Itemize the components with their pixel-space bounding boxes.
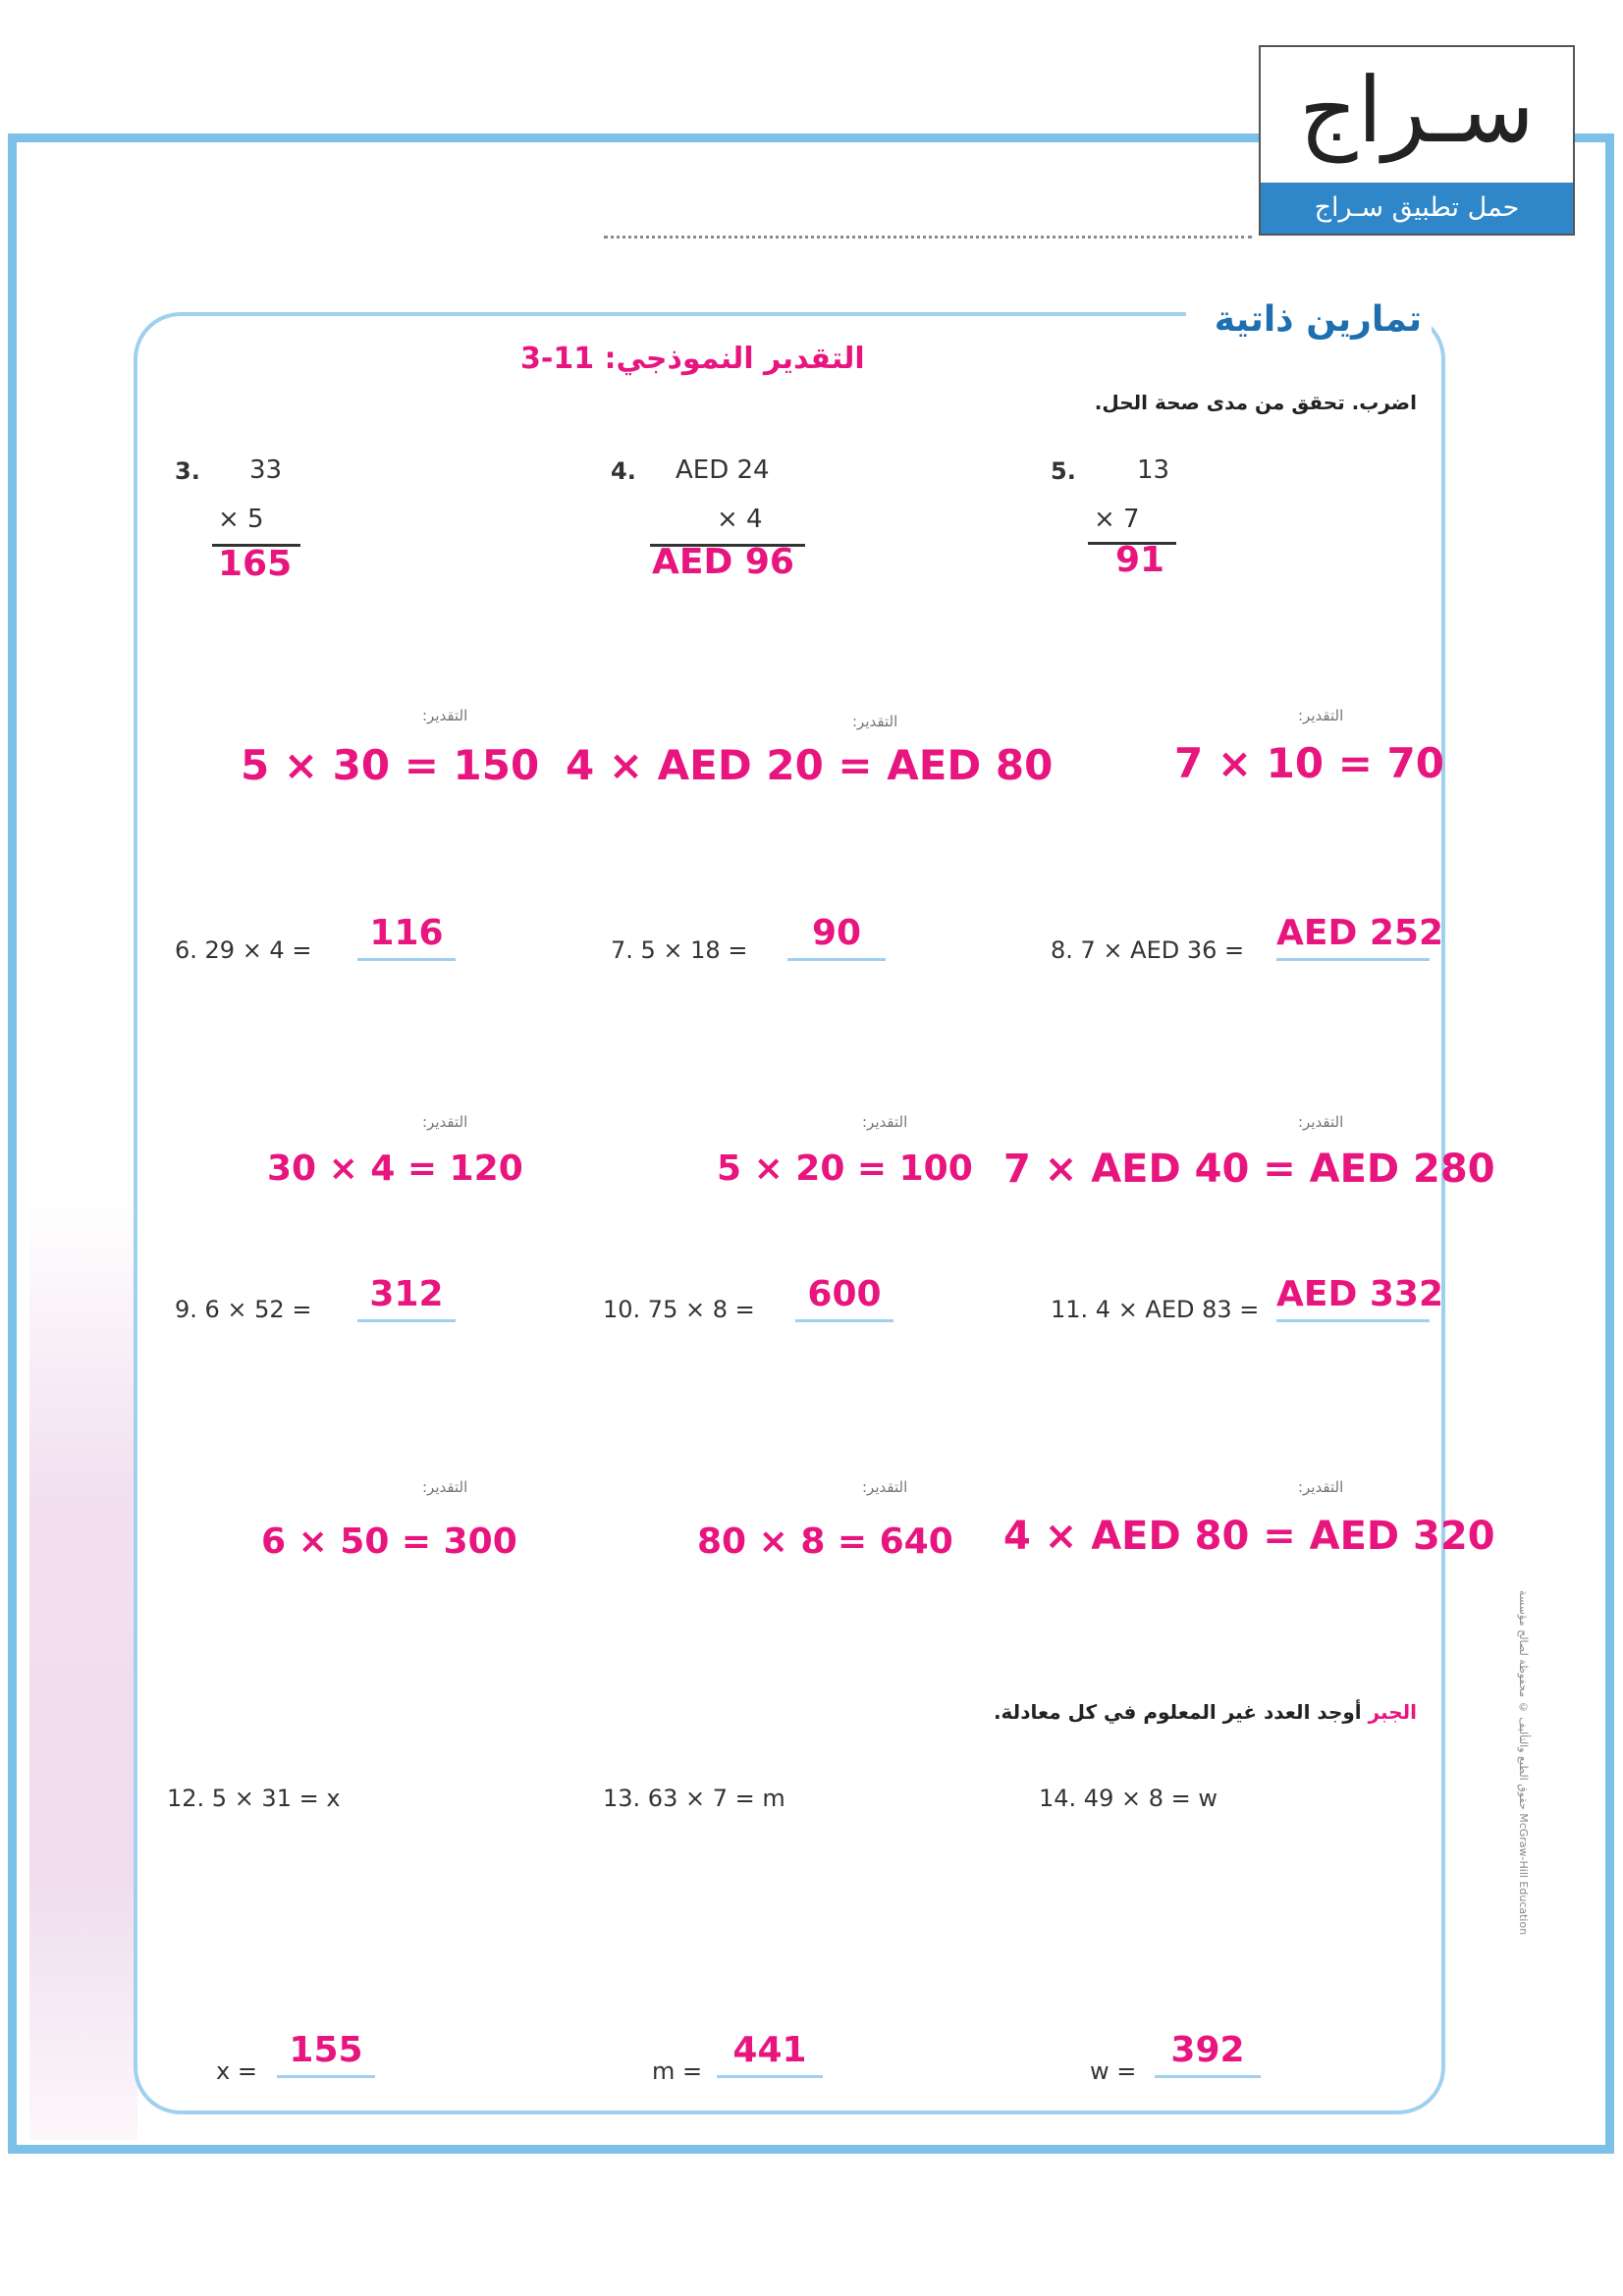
estimate-label: التقدير:	[1298, 1478, 1344, 1496]
problem-9-answer: 312	[369, 1274, 444, 1314]
product-answer: 91	[1115, 540, 1165, 580]
problem-13-answer-field[interactable]	[717, 2030, 823, 2078]
problem-11-equation: 11. 4 × AED 83 =	[1051, 1296, 1260, 1323]
product-answer: 165	[218, 544, 293, 584]
estimate-9: 6 × 50 = 300	[261, 1522, 517, 1562]
problem-14-answer-field[interactable]	[1155, 2030, 1261, 2078]
multiplicand: 33	[249, 455, 283, 485]
problem-7-answer: 90	[811, 913, 862, 953]
problem-number: 5.	[1051, 457, 1076, 485]
estimate-6: 30 × 4 = 120	[267, 1148, 523, 1189]
problem-10-answer-field[interactable]	[795, 1274, 893, 1322]
estimate-label: التقدير:	[862, 1478, 908, 1496]
estimate-label: التقدير:	[422, 707, 468, 724]
problem-13-equation: 13. 63 × 7 = m	[603, 1785, 785, 1812]
problem-14-answer: 392	[1170, 2030, 1245, 2070]
multiplier: × 5	[218, 505, 264, 534]
problem-8-equation: 8. 7 × AED 36 =	[1051, 936, 1245, 964]
estimate-label: التقدير:	[852, 713, 898, 730]
multiplier: × 7	[1094, 505, 1140, 534]
estimate-8: 7 × AED 40 = AED 280	[1003, 1147, 1495, 1192]
side-copyright: حقوق الطبع والتأليف © محفوظة لصالح مؤسسة McGraw-Hill Education	[1517, 1590, 1530, 1936]
problem-number: 4.	[611, 457, 636, 485]
problem-12-equation: 12. 5 × 31 = x	[167, 1785, 341, 1812]
problem-10-equation: 10. 75 × 8 =	[603, 1296, 755, 1323]
problem-11-answer: AED 332	[1276, 1274, 1444, 1314]
algebra-tag: الجبر	[1368, 1700, 1417, 1724]
problem-number: 3.	[175, 457, 200, 485]
siraj-logo[interactable]	[1259, 45, 1575, 236]
problem-8-answer-field[interactable]	[1276, 913, 1444, 961]
problem-8-answer: AED 252	[1276, 913, 1444, 953]
logo-tagline: حمل تطبيق سـراج	[1261, 183, 1573, 234]
estimate-label: التقدير:	[422, 1478, 468, 1496]
problem-9-answer-field[interactable]	[357, 1274, 456, 1322]
problem-6-equation: 6. 29 × 4 =	[175, 936, 312, 964]
estimate-3: 5 × 30 = 150	[241, 741, 540, 789]
estimate-7: 5 × 20 = 100	[717, 1148, 973, 1189]
problem-13-answer: 441	[732, 2030, 807, 2070]
algebra-instruction	[994, 1700, 1417, 1724]
problem-11-answer-field[interactable]	[1276, 1274, 1444, 1322]
estimate-4: 4 × AED 20 = AED 80	[566, 741, 1054, 789]
section-title: تمارين ذاتية	[1214, 299, 1422, 340]
problem-7-answer-field[interactable]	[787, 913, 886, 961]
exercise-box	[134, 312, 1445, 2114]
variable-x: x =	[216, 2057, 257, 2085]
instruction: اضرب. تحقق من مدى صحة الحل.	[1094, 391, 1417, 414]
estimate-label: التقدير:	[862, 1113, 908, 1131]
problem-14-equation: 14. 49 × 8 = w	[1039, 1785, 1217, 1812]
estimate-label: التقدير:	[422, 1113, 468, 1131]
problem-6-answer-field[interactable]	[357, 913, 456, 961]
multiplicand: 13	[1137, 455, 1170, 485]
estimate-label: التقدير:	[1298, 1113, 1344, 1131]
multiplicand: AED 24	[676, 455, 770, 485]
multiplier: × 4	[717, 505, 763, 534]
estimate-11: 4 × AED 80 = AED 320	[1003, 1514, 1495, 1559]
variable-m: m =	[652, 2057, 703, 2085]
estimate-label: التقدير:	[1298, 707, 1344, 724]
logo-word: سـراج	[1299, 58, 1535, 163]
name-dotted-line	[604, 236, 1252, 239]
lesson-title: التقدير النموذجي: 11-3	[520, 342, 865, 376]
problem-12-answer-field[interactable]	[277, 2030, 375, 2078]
estimate-10: 80 × 8 = 640	[697, 1522, 953, 1562]
algebra-instruction-text: أوجد العدد غير المعلوم في كل معادلة.	[993, 1700, 1362, 1724]
problem-6-answer: 116	[369, 913, 444, 953]
problem-7-equation: 7. 5 × 18 =	[611, 936, 748, 964]
estimate-5: 7 × 10 = 70	[1174, 739, 1444, 787]
variable-w: w =	[1090, 2057, 1137, 2085]
problem-9-equation: 9. 6 × 52 =	[175, 1296, 312, 1323]
problem-12-answer: 155	[289, 2030, 363, 2070]
product-answer: AED 96	[652, 542, 794, 582]
problem-10-answer: 600	[807, 1274, 882, 1314]
